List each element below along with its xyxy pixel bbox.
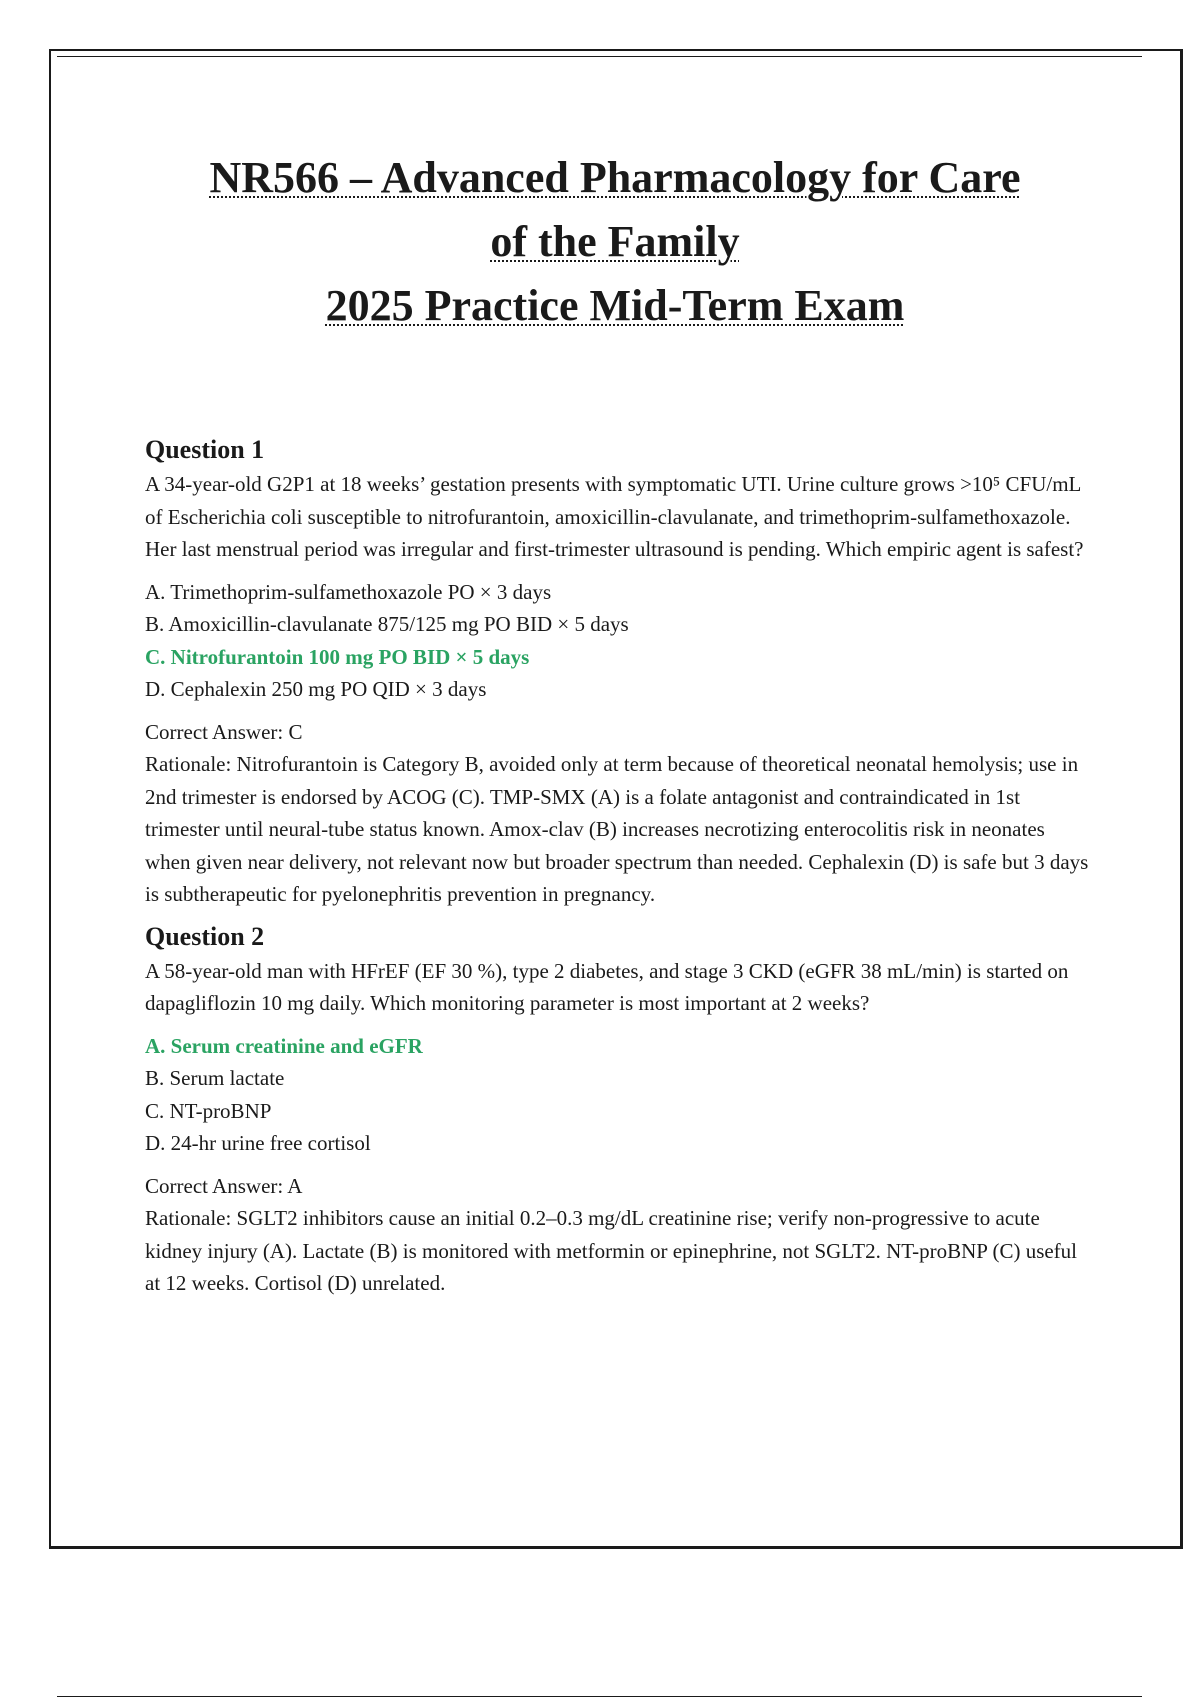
option-d: D. Cephalexin 250 mg PO QID × 3 days bbox=[145, 677, 487, 701]
answer-options bbox=[145, 576, 1095, 706]
option-b: B. Amoxicillin-clavulanate 875/125 mg PO BID × 5 days bbox=[145, 612, 629, 636]
option-b: B. Serum lactate bbox=[145, 1066, 285, 1090]
question-stem: A 58-year-old man with HFrEF (EF 30 %), type 2 diabetes, and stage 3 CKD (eGFR 38 mL/min) is started on dapagliflozin 10 mg daily. Which monitoring parameter is most important at 2 weeks? bbox=[145, 958, 1069, 1015]
document-title bbox=[100, 146, 1130, 338]
rationale: Rationale: Nitrofurantoin is Category B, avoided only at term because of theoretical neonatal hemolysis; use in 2nd trimester is endorsed by ACOG (C). TMP-SMX (A) is a folate antagonist and contraindicated in 1st trimester until neural-tube status known. Amox-clav (B) increases necrotizing enterocolitis risk in neonates when given near delivery, not relevant now but broader spectrum than needed. Cephalexin (D) is safe but 3 days is subtherapeutic for pyelonephritis prevention in pregnancy. bbox=[145, 752, 1089, 906]
top-rule bbox=[57, 56, 1142, 57]
option-c-correct: C. Nitrofurantoin 100 mg PO BID × 5 days bbox=[145, 644, 530, 669]
question-2 bbox=[145, 919, 1095, 1300]
question-heading: Question 2 bbox=[145, 921, 265, 951]
option-d: D. 24-hr urine free cortisol bbox=[145, 1131, 371, 1155]
option-a-correct: A. Serum creatinine and eGFR bbox=[145, 1033, 423, 1058]
question-1 bbox=[145, 432, 1095, 911]
exam-content bbox=[145, 432, 1095, 1300]
title-line-2: of the Family bbox=[490, 217, 740, 266]
option-c: C. NT-proBNP bbox=[145, 1098, 272, 1123]
correct-answer: Correct Answer: A bbox=[145, 1173, 303, 1198]
title-line-3: 2025 Practice Mid-Term Exam bbox=[325, 281, 905, 330]
rationale: Rationale: SGLT2 inhibitors cause an initial 0.2–0.3 mg/dL creatinine rise; verify non-progressive to acute kidney injury (A). Lactate (B) is monitored with metformin or epinephrine, not SGLT2. NT-proBNP (C) useful at 12 weeks. Cortisol (D) unrelated. bbox=[145, 1206, 1078, 1295]
answer-explanation bbox=[145, 1170, 1095, 1300]
title-line-1: NR566 – Advanced Pharmacology for Care bbox=[209, 153, 1021, 202]
correct-answer: Correct Answer: C bbox=[145, 719, 303, 744]
answer-explanation bbox=[145, 716, 1095, 911]
page-break-rule bbox=[57, 1696, 1142, 1697]
question-heading: Question 1 bbox=[145, 435, 265, 464]
answer-options bbox=[145, 1030, 1095, 1160]
option-a: A. Trimethoprim-sulfamethoxazole PO × 3 days bbox=[145, 579, 552, 604]
question-stem: A 34-year-old G2P1 at 18 weeks’ gestation presents with symptomatic UTI. Urine culture grows >10⁵ CFU/mL of Escherichia coli susceptible to nitrofurantoin, amoxicillin-clavulanate, and trimethoprim-sulfamethoxazole. Her last menstrual period was irregular and first-trimester ultrasound is pending. Which empiric agent is safest? bbox=[145, 472, 1084, 561]
